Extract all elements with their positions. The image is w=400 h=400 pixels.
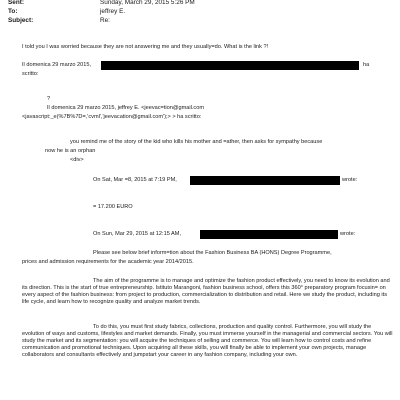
euro-line: = 17.200 EURO	[93, 204, 133, 210]
reply-line: I told you I was worried because they are not answering me and they usually=do. What is the link ?!	[22, 44, 269, 50]
redaction-bar	[200, 230, 338, 239]
quote1-scritto: scritto:	[22, 71, 39, 77]
quote2-line2: <javascript:_e(%7B%7D=,'cvml','jeevacation@gmail.com');> > ha scritto:	[22, 114, 202, 120]
aim-paragraph: The aim of the programme is to manage and optimize the fashion product effectively, you need to know its evolution and its direction. This is the start of true entrepreneurship. Istituto Marangoni, fashion business school, offers this 360° preparatory program focusin= on every aspect of the fashion business: from project to production, commercialization to distribution and retail. Here we study the product, including its life cycle, and learn how to recognize quality and analyze market trends.	[22, 278, 390, 305]
story-line2: now he is an orphan	[45, 148, 96, 154]
sat-suffix: wrote:	[342, 177, 358, 183]
subject-value: Re:	[100, 17, 110, 24]
quote2-line1: Il domenica 29 marzo 2015, jeffrey E. <jeevac=tion@gmail.com	[47, 105, 204, 111]
sent-value: Sunday, March 29, 2015 5:26 PM	[100, 0, 195, 6]
sent-label: Sent:	[8, 0, 24, 6]
quote1-prefix: Il domenica 29 marzo 2015,	[22, 62, 92, 68]
sat-prefix: On Sat, Mar =8, 2015 at 7:19 PM,	[93, 177, 177, 183]
to-value: jeffrey E.	[100, 8, 126, 15]
sun-prefix: On Sun, Mar 29, 2015 at 12:15 AM,	[93, 231, 182, 237]
story-line1: you remind me of the story of the kid who kills his mother and =ather, then asks for sympathy because	[70, 139, 323, 145]
info-line2: prices and admission requirements for the academic year 2014/2015.	[22, 259, 194, 265]
div-tag: <div>	[70, 157, 84, 163]
info-line1: Please see below brief inform=tion about the Fashion Business BA (HONS) Degree Programme,	[93, 250, 332, 256]
question-mark: ?	[47, 96, 51, 102]
redaction-bar	[101, 61, 359, 70]
subject-label: Subject:	[8, 17, 34, 24]
redaction-bar	[190, 176, 340, 185]
quote1-suffix: ha	[363, 62, 370, 68]
study-paragraph: To do this, you must first study fabrics, collections, production and quality control. Furthermore, you will study the evolution of ways and customs, lifestyles and market demands. Finally, you must immerse yourself in the managerial and commercial sectors. You will study the market and its segmentation: you will acquire the techniques of selling and commerce. You will learn how to control costs and refine communication and promotional techniques. Upon acquiring all these skills, you will finally be able to implement your own projects, manage collaborators and consultants effectively and jumpstart your career in any fashion company, including your own.	[22, 324, 393, 358]
to-label: To:	[8, 8, 18, 15]
sun-suffix: wrote:	[340, 231, 356, 237]
